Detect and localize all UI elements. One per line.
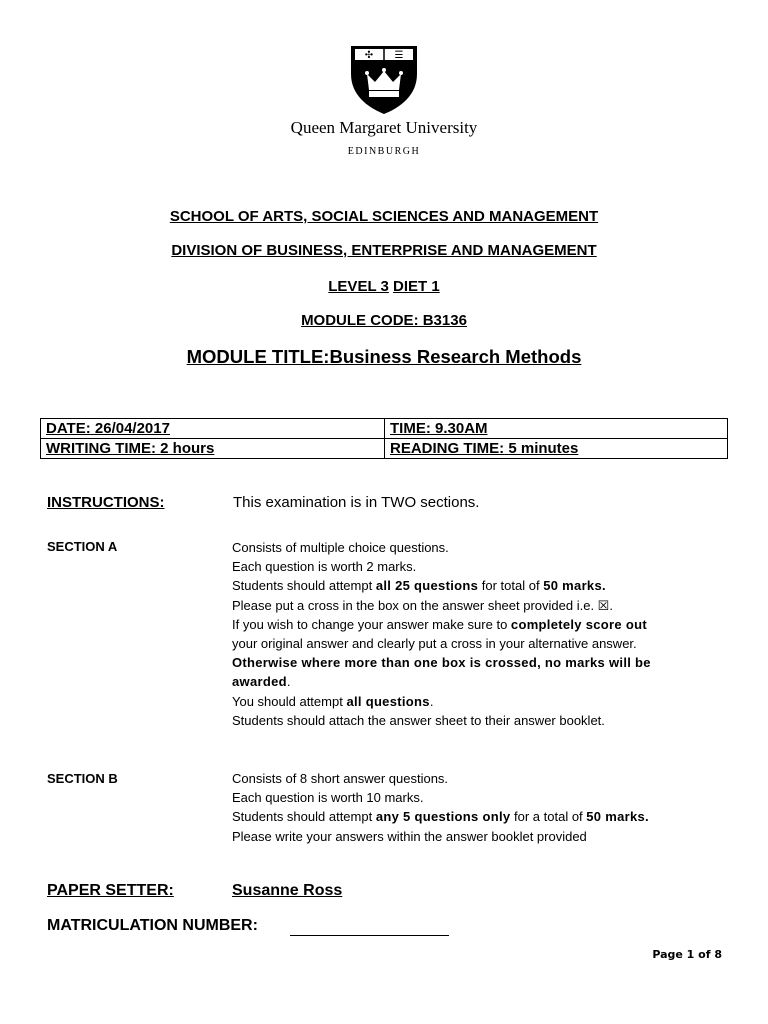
writing-time-value: 2 hours (160, 439, 215, 457)
section-b-line: Please write your answers within the answer booklet provided (232, 828, 587, 844)
svg-text:☰: ☰ (394, 50, 404, 61)
paper-setter-name: Susanne Ross (232, 882, 343, 899)
section-a-line: awarded. (232, 674, 291, 690)
section-a-line: Students should attach the answer sheet to their answer booklet. (232, 712, 605, 728)
table-row (41, 419, 728, 439)
module-code-heading: MODULE CODE: B3136 (301, 312, 467, 329)
time-cell (385, 419, 728, 439)
time-label: TIME: (390, 419, 431, 437)
matriculation-number-field[interactable] (290, 935, 449, 936)
instructions-text: This examination is in TWO sections. (233, 494, 480, 511)
reading-time-label: READING TIME: (390, 439, 505, 457)
time-value: 9.30AM (435, 419, 488, 437)
diet-text: DIET 1 (393, 278, 440, 295)
section-a-line: Each question is worth 2 marks. (232, 559, 417, 575)
module-title-label: MODULE TITLE: (186, 346, 330, 367)
writing-time-cell (41, 439, 385, 459)
section-b-line: Consists of 8 short answer questions. (232, 771, 449, 786)
level-diet-heading (0, 278, 768, 295)
writing-time-label: WRITING TIME: (46, 439, 156, 457)
section-b-instructions (232, 769, 732, 846)
section-a-line: Otherwise where more than one box is crossed, no marks will be (232, 655, 651, 671)
university-name: Queen Margaret University (290, 118, 478, 137)
svg-text:✣: ✣ (364, 50, 374, 61)
university-city: EDINBURGH (347, 146, 421, 157)
section-a-line: Students should attempt all 25 questions for total of 50 marks. (232, 578, 606, 594)
section-a-line: Please put a cross in the box on the answer sheet provided i.e. ☒. (232, 597, 613, 613)
instructions-label: INSTRUCTIONS: (47, 494, 165, 511)
date-value: 26/04/2017 (94, 419, 170, 437)
table-row (41, 439, 728, 459)
section-b-line: Students should attempt any 5 questions only for a total of 50 marks. (232, 809, 649, 825)
date-cell (41, 419, 385, 439)
section-a-line: Consists of multiple choice questions. (232, 540, 449, 555)
module-title-heading (0, 346, 768, 368)
section-b-line: Each question is worth 10 marks. (232, 790, 424, 806)
section-a-line: You should attempt all questions. (232, 693, 434, 709)
level-text: LEVEL 3 (328, 278, 389, 295)
reading-time-cell (385, 439, 728, 459)
exam-info-table (40, 418, 728, 459)
section-a-instructions (232, 538, 732, 730)
university-crest-icon (349, 44, 419, 116)
matriculation-number-label: MATRICULATION NUMBER: (47, 917, 258, 934)
school-heading: SCHOOL OF ARTS, SOCIAL SCIENCES AND MANAGEMENT (169, 208, 599, 225)
section-a-label: SECTION A (47, 539, 118, 554)
division-heading: DIVISION OF BUSINESS, ENTERPRISE AND MANAGEMENT (171, 242, 597, 259)
section-a-line: your original answer and clearly put a cross in your alternative answer. (232, 636, 637, 652)
section-b-label: SECTION B (47, 771, 118, 786)
section-a-line: If you wish to change your answer make sure to completely score out (232, 616, 647, 632)
date-label: DATE: (46, 419, 91, 437)
page-number: Page 1 of 8 (652, 948, 722, 961)
module-title-value: Business Research Methods (329, 346, 582, 367)
reading-time-value: 5 minutes (508, 439, 579, 457)
paper-setter-label: PAPER SETTER: (47, 882, 174, 899)
